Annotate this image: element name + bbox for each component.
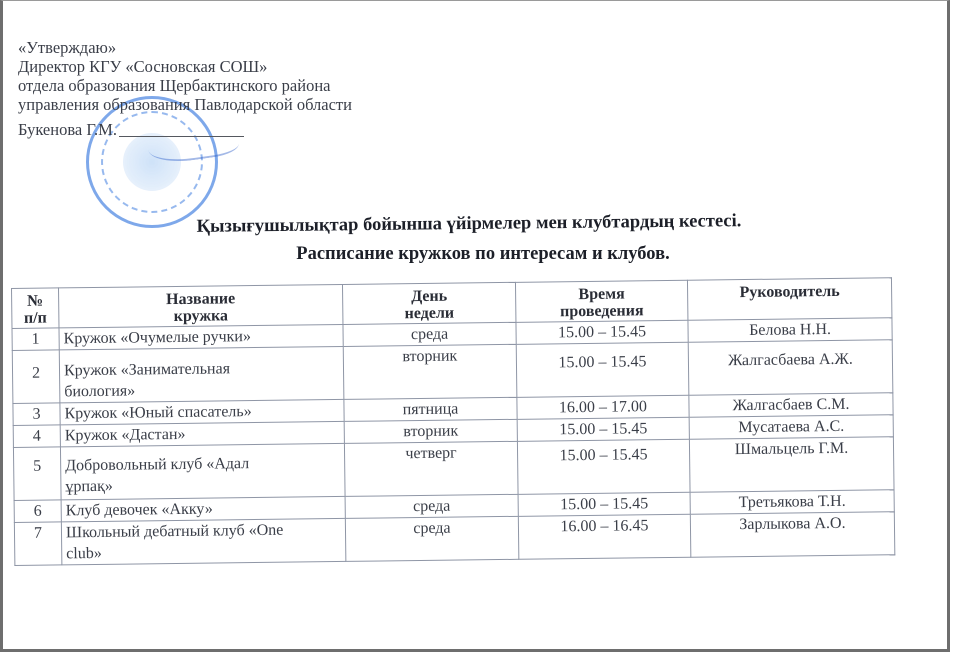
row-day: пятница [344,397,517,421]
approval-department: отдела образования Щербактинского района [18,76,331,95]
row-num: 3 [13,403,60,426]
row-num: 6 [14,500,61,523]
row-leader: Шмальцель Г.М. [689,437,894,492]
row-num: 4 [13,425,60,448]
title-russian: Расписание кружков по интересам и клубов. [296,244,670,264]
row-day: вторник [343,344,517,399]
row-time: 15.00 – 15.45 [516,320,688,344]
approval-heading: «Утверждаю» [18,38,117,57]
header-day: День недели [342,282,515,324]
row-leader: Белова Н.Н. [688,318,892,342]
row-leader: Жалгасбаев С.М. [689,393,893,417]
row-name: Кружок «Дастан» [60,421,344,446]
row-time: 16.00 – 16.45 [518,514,691,559]
approval-block [18,38,352,139]
approval-administration: управления образования Павлодарской области [18,95,352,114]
row-name: Добровольный клуб «Адал ұрпақ» [60,443,345,499]
approval-position: Директор КГУ «Сосновская СОШ» [18,57,268,76]
row-time: 15.00 – 15.45 [517,439,690,494]
signature-line [119,136,244,137]
row-day: среда [345,516,519,561]
row-name: Кружок «Юный спасатель» [60,399,344,424]
row-name: Школьный дебатный клуб «One club» [61,518,346,564]
row-leader: Третьякова Т.Н. [690,490,894,514]
row-time: 16.00 – 17.00 [517,395,689,419]
row-leader: Жалгасбаева А.Ж. [688,340,893,395]
schedule-table-wrap [11,277,895,566]
row-day: четверг [344,441,518,496]
approval-signer: Букенова Г.М. [18,120,117,139]
row-leader: Мусатаева А.С. [689,415,893,439]
row-day: вторник [344,419,517,443]
row-num: 7 [14,522,62,566]
header-time: Время проведения [515,280,687,322]
row-name: Кружок «Занимательная биология» [59,346,344,402]
row-day: среда [345,494,518,518]
row-name: Кружок «Очумелые ручки» [59,324,343,349]
header-name: Название кружка [59,284,343,327]
row-name: Клуб девочек «Акку» [61,496,345,521]
row-time: 15.00 – 15.45 [516,342,689,397]
row-time: 15.00 – 15.45 [518,492,690,516]
row-num: 1 [12,328,59,351]
header-num: № п/п [12,288,59,329]
row-num: 2 [12,350,60,404]
title-kazakh: Қызығушылықтар бойынша үйірмелер мен клубтардың кестесі. [196,211,742,237]
header-leader: Руководитель [687,278,891,320]
row-day: среда [343,322,516,346]
row-leader: Зарлыкова А.О. [690,512,895,557]
row-num: 5 [13,447,61,501]
row-time: 15.00 – 15.45 [517,417,689,441]
schedule-table [11,277,895,566]
approval-signer-line [18,120,352,139]
